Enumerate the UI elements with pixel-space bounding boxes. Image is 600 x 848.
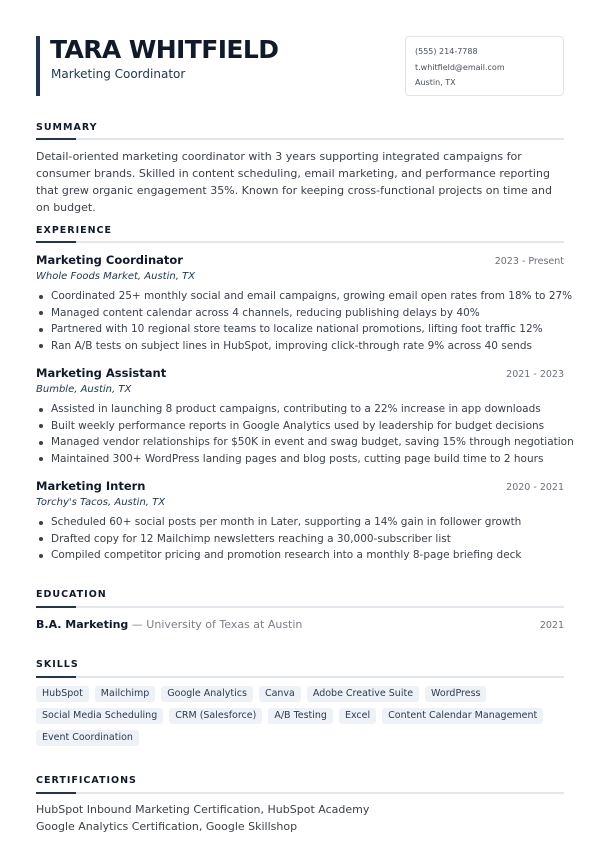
school-name: University of Texas at Austin (146, 618, 303, 631)
list-item: Coordinated 25+ monthly social and email campaigns, growing email open rates from 18% to 27% (36, 288, 566, 305)
list-item: Assisted in launching 8 product campaigns, contributing to a 22% increase in app downloads (36, 401, 566, 418)
certification-item: HubSpot Inbound Marketing Certification, HubSpot Academy (36, 803, 370, 816)
contact-phone: (555) 214-7788 (415, 47, 478, 56)
job-dates: 2020 - 2021 (506, 482, 564, 493)
skills-divider (36, 676, 564, 678)
skill-chip: A/B Testing (268, 708, 333, 724)
education-year: 2021 (539, 620, 564, 631)
job-organization: Whole Foods Market, Austin, TX (36, 271, 196, 282)
skill-row (36, 686, 564, 702)
list-item: Partnered with 10 regional store teams to localize national promotions, lifting foot traffic 12% (36, 321, 566, 338)
job-organization: Torchy's Tacos, Austin, TX (36, 497, 166, 508)
skill-chip: Mailchimp (95, 686, 155, 702)
header-accent-bar (36, 36, 40, 96)
list-item: Drafted copy for 12 Mailchimp newsletters reaching a 30,000-subscriber list (36, 531, 566, 548)
education-heading: EDUCATION (36, 589, 107, 600)
job-bullets (36, 514, 566, 564)
skill-chip: WordPress (425, 686, 486, 702)
certifications-heading: CERTIFICATIONS (36, 775, 137, 786)
skill-chip: Google Analytics (161, 686, 253, 702)
contact-email: t.whitfield@email.com (415, 62, 505, 72)
candidate-title: Marketing Coordinator (51, 67, 186, 81)
skill-chip: Canva (259, 686, 301, 702)
skill-row (36, 708, 564, 724)
job-bullets (36, 288, 573, 354)
job-dates: 2023 - Present (494, 256, 564, 267)
candidate-name: TARA WHITFIELD (50, 35, 279, 64)
skills-heading: SKILLS (36, 659, 79, 670)
job-dates: 2021 - 2023 (506, 369, 564, 380)
job-bullets (36, 401, 574, 467)
list-item: Built weekly performance reports in Google Analytics used by leadership for budget decisions (36, 418, 566, 435)
job-title: Marketing Assistant (36, 366, 167, 380)
skill-chip: Social Media Scheduling (36, 708, 163, 724)
summary-heading: SUMMARY (36, 122, 98, 133)
list-item: Maintained 300+ WordPress landing pages and blog posts, cutting page build time to 2 hours (36, 451, 566, 468)
degree: B.A. Marketing (36, 618, 129, 631)
list-item: Managed content calendar across 4 channels, reducing publishing delays by 40% (36, 305, 566, 322)
list-item: Scheduled 60+ social posts per month in Later, supporting a 14% gain in follower growth (36, 514, 566, 531)
experience-heading: EXPERIENCE (36, 225, 113, 236)
skills-list (36, 686, 564, 752)
skill-chip: Content Calendar Management (382, 708, 543, 724)
contact-box (405, 36, 564, 96)
education-entry (36, 618, 302, 631)
summary-divider (36, 138, 564, 140)
certifications-divider (36, 792, 564, 794)
education-divider (36, 606, 564, 608)
skill-chip: CRM (Salesforce) (169, 708, 262, 724)
skill-chip: Adobe Creative Suite (307, 686, 419, 702)
job-organization: Bumble, Austin, TX (36, 384, 132, 395)
skill-chip: HubSpot (36, 686, 89, 702)
contact-location: Austin, TX (415, 78, 456, 87)
skill-chip: Excel (339, 708, 376, 724)
skill-chip: Event Coordination (36, 730, 139, 746)
skill-row (36, 730, 564, 746)
job-title: Marketing Intern (36, 479, 146, 493)
job-title: Marketing Coordinator (36, 253, 183, 267)
list-item: Ran A/B tests on subject lines in HubSpot, improving click-through rate 9% across 40 sends (36, 338, 566, 355)
experience-divider (36, 241, 564, 243)
education-separator: — (131, 618, 143, 631)
list-item: Compiled competitor pricing and promotion research into a monthly 8-page briefing deck (36, 547, 566, 564)
summary-text: Detail-oriented marketing coordinator with 3 years supporting integrated campaigns for consumer brands. Skilled in content scheduling, email marketing, and performance reporting that grew organic engagement 35%. Known for keeping cross-functional projects on time and on budget. (36, 150, 553, 214)
certification-item: Google Analytics Certification, Google Skillshop (36, 820, 298, 833)
list-item: Managed vendor relationships for $50K in event and swag budget, saving 15% through negotiation (36, 434, 566, 451)
